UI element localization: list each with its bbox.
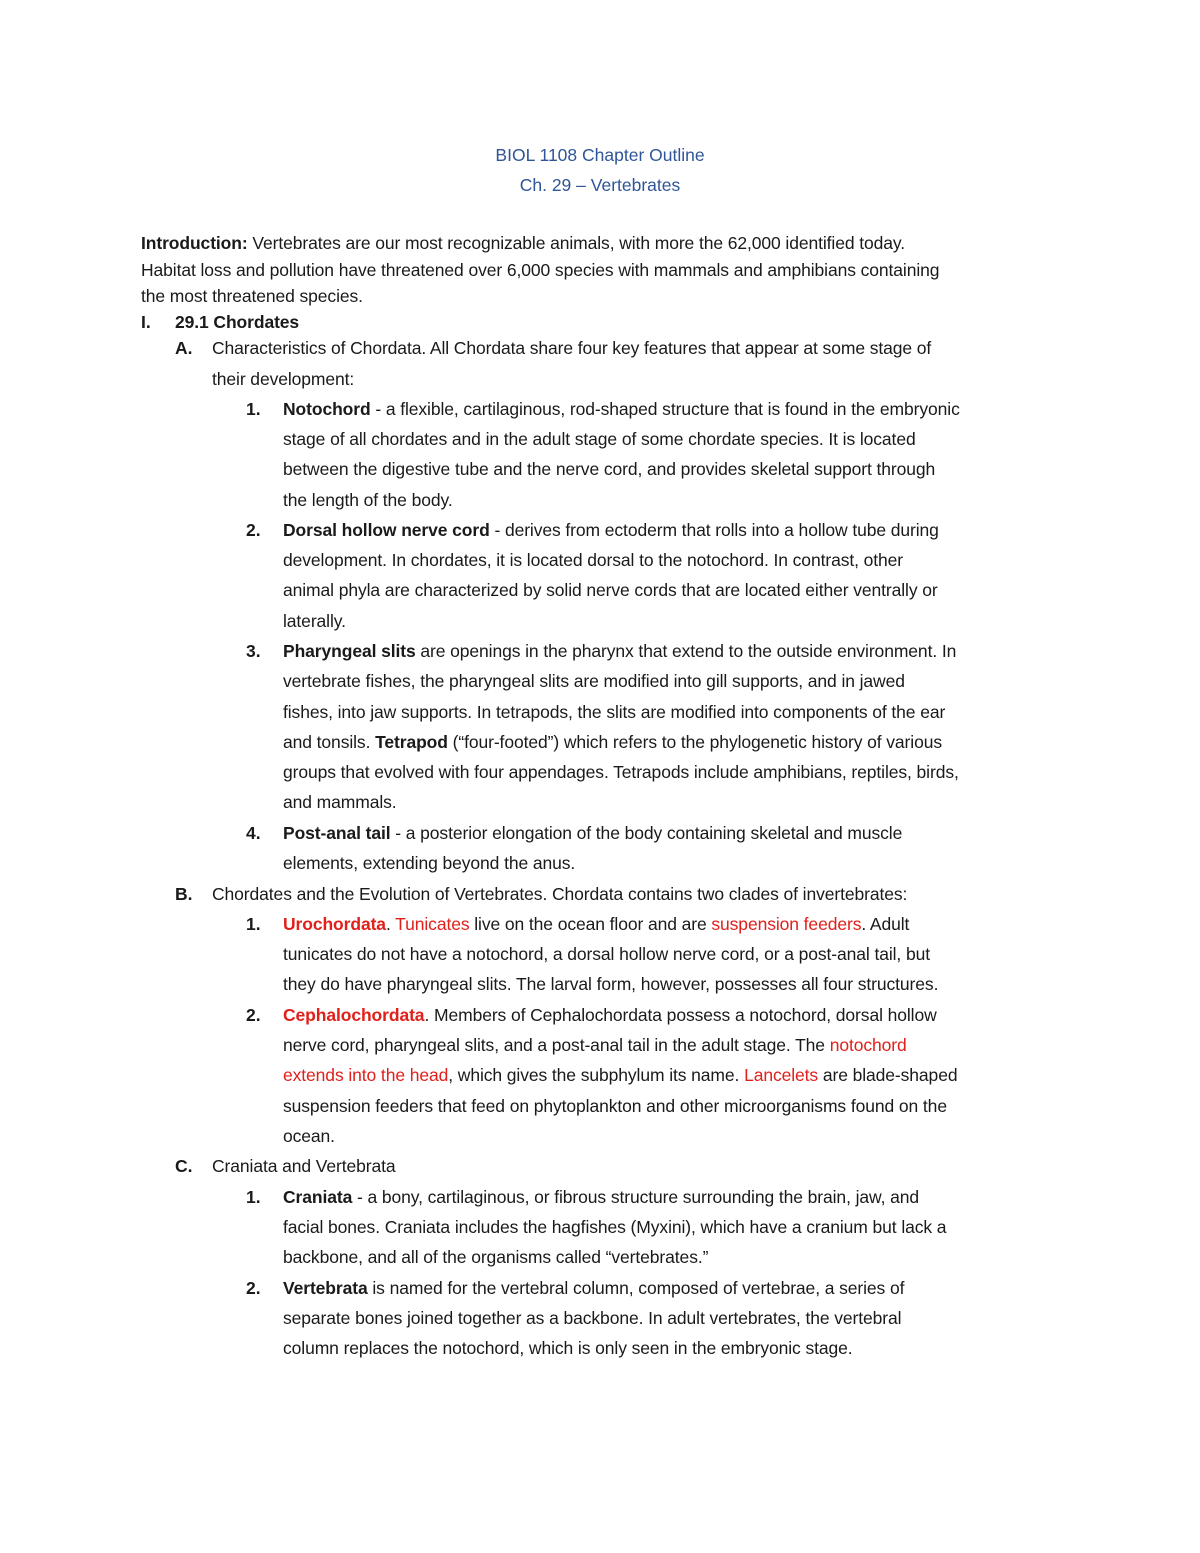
list-item-marker: 1. xyxy=(246,1187,261,1207)
cephalochordata-line-5: ocean. xyxy=(283,1126,335,1146)
craniata-line-2: facial bones. Craniata includes the hagfishes (Myxini), which have a cranium but lack a xyxy=(283,1217,947,1237)
intro-line-3: the most threatened species. xyxy=(141,286,363,306)
pharyngeal-line-2: vertebrate fishes, the pharyngeal slits are modified into gill supports, and in jawed xyxy=(283,671,905,691)
list-item-marker: 1. xyxy=(246,914,261,934)
nerve-cord-line-1: Dorsal hollow nerve cord - derives from ectoderm that rolls into a hollow tube during xyxy=(283,520,939,540)
craniata-line-3: backbone, and all of the organisms called “vertebrates.” xyxy=(283,1247,709,1267)
nerve-cord-line-4: laterally. xyxy=(283,611,346,631)
term-tetrapod: Tetrapod xyxy=(375,732,448,752)
notochord-line-3: between the digestive tube and the nerve cord, and provides skeletal support through xyxy=(283,459,936,479)
section-title: 29.1 Chordates xyxy=(175,312,300,332)
course-title: BIOL 1108 Chapter Outline xyxy=(495,145,705,165)
highlight-extends-into-head: extends into the head xyxy=(283,1065,449,1085)
intro-line-2: Habitat loss and pollution have threatened over 6,000 species with mammals and amphibians containing xyxy=(141,260,940,280)
notochord-line-2: stage of all chordates and in the adult stage of some chordate species. It is located xyxy=(283,429,916,449)
vertebrata-line-2: separate bones joined together as a backbone. In adult vertebrates, the vertebral xyxy=(283,1308,902,1328)
term-pharyngeal-slits: Pharyngeal slits xyxy=(283,641,416,661)
term-cephalochordata: Cephalochordata xyxy=(283,1005,425,1025)
subsection-c-line-1: Craniata and Vertebrata xyxy=(212,1156,396,1176)
subsection-b-line-1: Chordates and the Evolution of Vertebrates. Chordata contains two clades of invertebrates: xyxy=(212,884,908,904)
highlight-suspension-feeders: suspension feeders xyxy=(711,914,862,934)
post-anal-line-2: elements, extending beyond the anus. xyxy=(283,853,576,873)
cephalochordata-line-1: Cephalochordata. Members of Cephalochordata possess a notochord, dorsal hollow xyxy=(283,1005,937,1025)
subsection-c-marker: C. xyxy=(175,1156,193,1176)
term-post-anal-tail: Post-anal tail xyxy=(283,823,391,843)
highlight-notochord: notochord xyxy=(829,1035,907,1055)
pharyngeal-line-3: fishes, into jaw supports. In tetrapods, the slits are modified into components of the ear xyxy=(283,702,946,722)
notochord-line-4: the length of the body. xyxy=(283,490,453,510)
pharyngeal-line-1: Pharyngeal slits are openings in the pharynx that extend to the outside environment. In xyxy=(283,641,957,661)
cephalochordata-line-2: nerve cord, pharyngeal slits, and a post-anal tail in the adult stage. The notochord xyxy=(283,1035,907,1055)
vertebrata-line-1: Vertebrata is named for the vertebral column, composed of vertebrae, a series of xyxy=(283,1278,905,1298)
nerve-cord-line-2: development. In chordates, it is located dorsal to the notochord. In contrast, other xyxy=(283,550,904,570)
subsection-a-marker: A. xyxy=(175,338,193,358)
notochord-line-1: Notochord - a flexible, cartilaginous, rod-shaped structure that is found in the embryonic xyxy=(283,399,960,419)
list-item-marker: 2. xyxy=(246,1278,261,1298)
term-vertebrata: Vertebrata xyxy=(283,1278,368,1298)
post-anal-line-1: Post-anal tail - a posterior elongation of the body containing skeletal and muscle xyxy=(283,823,903,843)
pharyngeal-line-6: and mammals. xyxy=(283,792,397,812)
highlight-lancelets: Lancelets xyxy=(744,1065,819,1085)
subsection-b-marker: B. xyxy=(175,884,193,904)
nerve-cord-line-3: animal phyla are characterized by solid nerve cords that are located either ventrally or xyxy=(283,580,938,600)
term-urochordata: Urochordata xyxy=(283,914,386,934)
urochordata-line-3: they do have pharyngeal slits. The larval form, however, possesses all four structures. xyxy=(283,974,939,994)
pharyngeal-line-5: groups that evolved with four appendages. Tetrapods include amphibians, reptiles, birds, xyxy=(283,762,959,782)
pharyngeal-line-4: and tonsils. Tetrapod (“four-footed”) which refers to the phylogenetic history of various xyxy=(283,732,942,752)
intro-label: Introduction: xyxy=(141,233,248,253)
subsection-a-line-1: Characteristics of Chordata. All Chordata share four key features that appear at some stage of xyxy=(212,338,932,358)
list-item-marker: 1. xyxy=(246,399,261,419)
list-item-marker: 3. xyxy=(246,641,261,661)
intro-line-1: Introduction: Vertebrates are our most recognizable animals, with more the 62,000 identified today. xyxy=(141,233,906,253)
cephalochordata-line-3: extends into the head, which gives the subphylum its name. Lancelets are blade-shaped xyxy=(283,1065,958,1085)
term-nerve-cord: Dorsal hollow nerve cord xyxy=(283,520,490,540)
craniata-line-1: Craniata - a bony, cartilaginous, or fibrous structure surrounding the brain, jaw, and xyxy=(283,1187,920,1207)
urochordata-line-2: tunicates do not have a notochord, a dorsal hollow nerve cord, or a post-anal tail, but xyxy=(283,944,930,964)
subsection-a-line-2: their development: xyxy=(212,369,355,389)
cephalochordata-line-4: suspension feeders that feed on phytoplankton and other microorganisms found on the xyxy=(283,1096,947,1116)
urochordata-line-1: Urochordata. Tunicates live on the ocean floor and are suspension feeders. Adult xyxy=(283,914,910,934)
list-item-marker: 2. xyxy=(246,520,261,540)
highlight-tunicates: Tunicates xyxy=(395,914,470,934)
term-craniata: Craniata xyxy=(283,1187,353,1207)
chapter-title: Ch. 29 – Vertebrates xyxy=(519,175,681,195)
vertebrata-line-3: column replaces the notochord, which is only seen in the embryonic stage. xyxy=(283,1338,853,1358)
term-notochord: Notochord xyxy=(283,399,371,419)
list-item-marker: 2. xyxy=(246,1005,261,1025)
section-marker: I. xyxy=(141,312,151,332)
list-item-marker: 4. xyxy=(246,823,261,843)
